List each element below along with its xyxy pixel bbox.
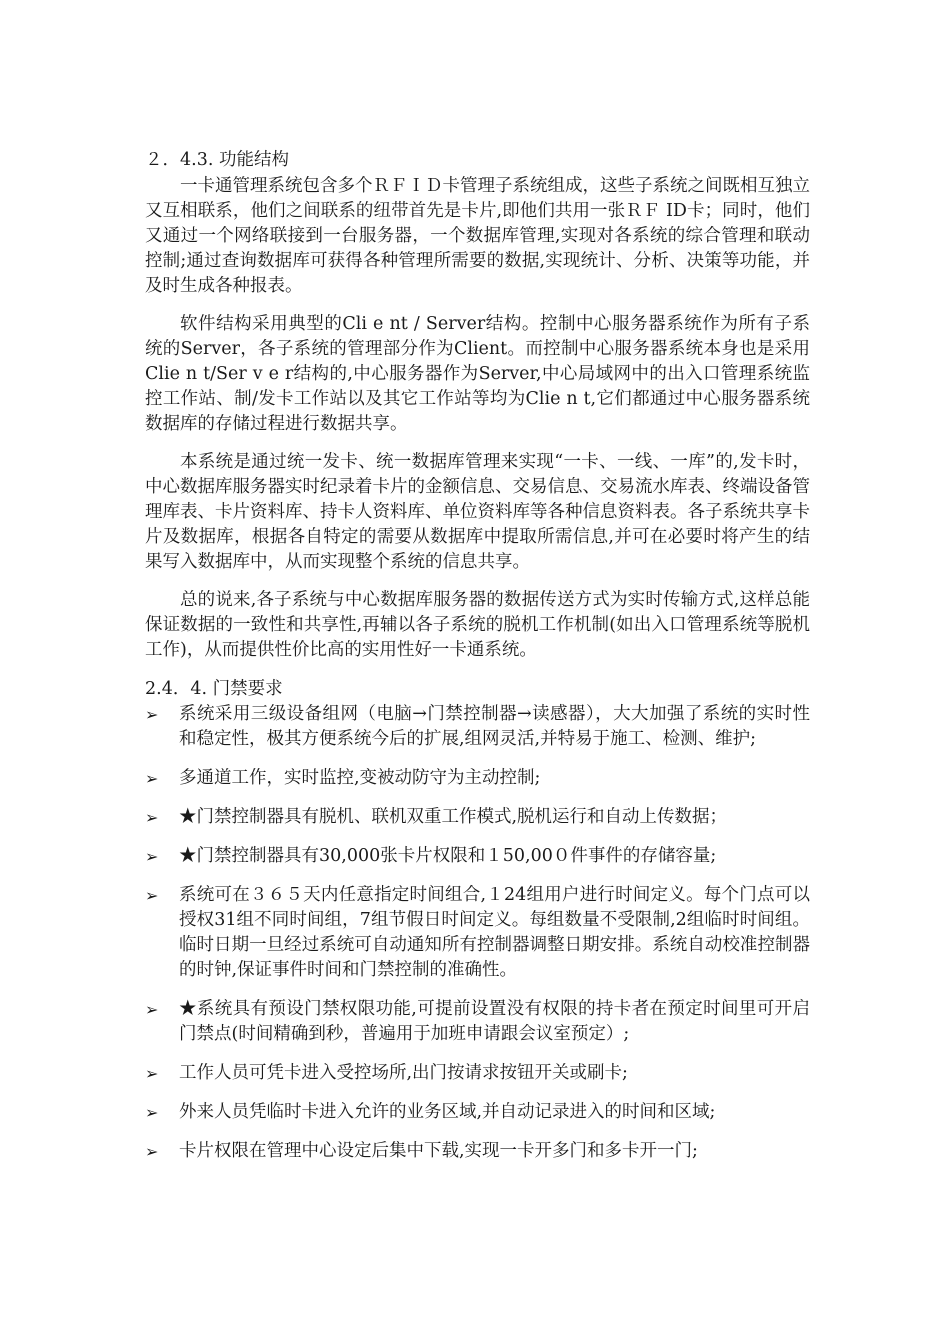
list-item bbox=[145, 766, 810, 791]
arrow-bullet-icon: ➢ bbox=[145, 1000, 159, 1019]
paragraph-software-structure: 软件结构采用典型的Cli e nt / Server结构。控制中心服务器系统作为所有子系统的Server，各子系统的管理部分作为Client。而控制中心服务器系统本身也是采用Clie n t/Ser v e r结构的,中心服务器作为Server,中心局域网中的出入口管理系统监控工作站、制/发卡工作站以及其它工作站等均为Clie n t,它们都通过中心服务器系统数据库的存储过程进行数据共享。 bbox=[145, 314, 810, 434]
requirements-list bbox=[145, 702, 810, 1164]
arrow-bullet-icon: ➢ bbox=[145, 1064, 159, 1083]
document-body bbox=[145, 147, 810, 1178]
list-item-text: ★门禁控制器具有30,000张卡片权限和１50,00０件事件的存储容量; bbox=[179, 846, 717, 866]
list-item bbox=[145, 844, 810, 869]
list-item-text: ★系统具有预设门禁权限功能,可提前设置没有权限的持卡者在预定时间里可开启门禁点(时间精确到秒，普遍用于加班申请跟会议室预定）; bbox=[179, 999, 810, 1044]
arrow-bullet-icon: ➢ bbox=[145, 847, 159, 866]
arrow-bullet-icon: ➢ bbox=[145, 705, 159, 724]
arrow-bullet-icon: ➢ bbox=[145, 1103, 159, 1122]
arrow-bullet-icon: ➢ bbox=[145, 1142, 159, 1161]
list-item bbox=[145, 997, 810, 1047]
section-heading: ２．4.3. 功能结构 bbox=[145, 150, 289, 170]
list-item bbox=[145, 1061, 810, 1086]
list-item bbox=[145, 1100, 810, 1125]
paragraph-summary: 总的说来,各子系统与中心数据库服务器的数据传送方式为实时传输方式,这样总能保证数据的一致性和共享性,再辅以各子系统的脱机工作机制(如出入口管理系统等脱机工作)，从而提供性价比高的实用性好一卡通系统。 bbox=[145, 590, 810, 660]
arrow-bullet-icon: ➢ bbox=[145, 769, 159, 788]
arrow-bullet-icon: ➢ bbox=[145, 808, 159, 827]
list-item-text: 卡片权限在管理中心设定后集中下载,实现一卡开多门和多卡开一门; bbox=[179, 1141, 698, 1161]
list-item-text: 系统采用三级设备组网（电脑→门禁控制器→读感器），大大加强了系统的实时性和稳定性，极其方便系统今后的扩展,组网灵活,并特易于施工、检测、维护; bbox=[179, 704, 810, 749]
list-item-text: 系统可在３６５天内任意指定时间组合,１24组用户进行时间定义。每个门点可以授权31组不同时间组，7组节假日时间定义。每组数量不受限制,2组临时时间组。临时日期一旦经过系统可自动通知所有控制器调整日期安排。系统自动校准控制器的时钟,保证事件时间和门禁控制的准确性。 bbox=[179, 885, 810, 980]
list-item-text: ★门禁控制器具有脱机、联机双重工作模式,脱机运行和自动上传数据； bbox=[179, 807, 728, 827]
paragraph-unified-card: 本系统是通过统一发卡、统一数据库管理来实现“一卡、一线、一库”的,发卡时，中心数据库服务器实时纪录着卡片的金额信息、交易信息、交易流水库表、终端设备管理库表、卡片资料库、持卡人资料库、单位资料库等各种信息资料表。各子系统共享卡片及数据库，根据各自特定的需要从数据库中提取所需信息,并可在必要时将产生的结果写入数据库中，从而实现整个系统的信息共享。 bbox=[145, 452, 810, 572]
list-item bbox=[145, 1139, 810, 1164]
list-item bbox=[145, 702, 810, 752]
list-item-text: 多通道工作，实时监控,变被动防守为主动控制; bbox=[179, 768, 541, 788]
list-item-text: 外来人员凭临时卡进入允许的业务区域,并自动记录进入的时间和区域; bbox=[179, 1102, 716, 1122]
list-item-text: 工作人员可凭卡进入受控场所,出门按请求按钮开关或刷卡; bbox=[179, 1063, 628, 1083]
list-item bbox=[145, 883, 810, 983]
subsection-heading: 2.4．4. 门禁要求 bbox=[145, 679, 283, 699]
arrow-bullet-icon: ➢ bbox=[145, 886, 159, 905]
paragraph-overview: 一卡通管理系统包含多个ＲＦＩＤ卡管理子系统组成，这些子系统之间既相互独立又互相联系，他们之间联系的纽带首先是卡片,即他们共用一张ＲＦ ID卡；同时，他们又通过一个网络联接到一台服务器，一个数据库管理,实现对各系统的综合管理和联动控制;通过查询数据库可获得各种管理所需要的数据,实现统计、分析、决策等功能，并及时生成各种报表。 bbox=[145, 176, 810, 296]
list-item bbox=[145, 805, 810, 830]
